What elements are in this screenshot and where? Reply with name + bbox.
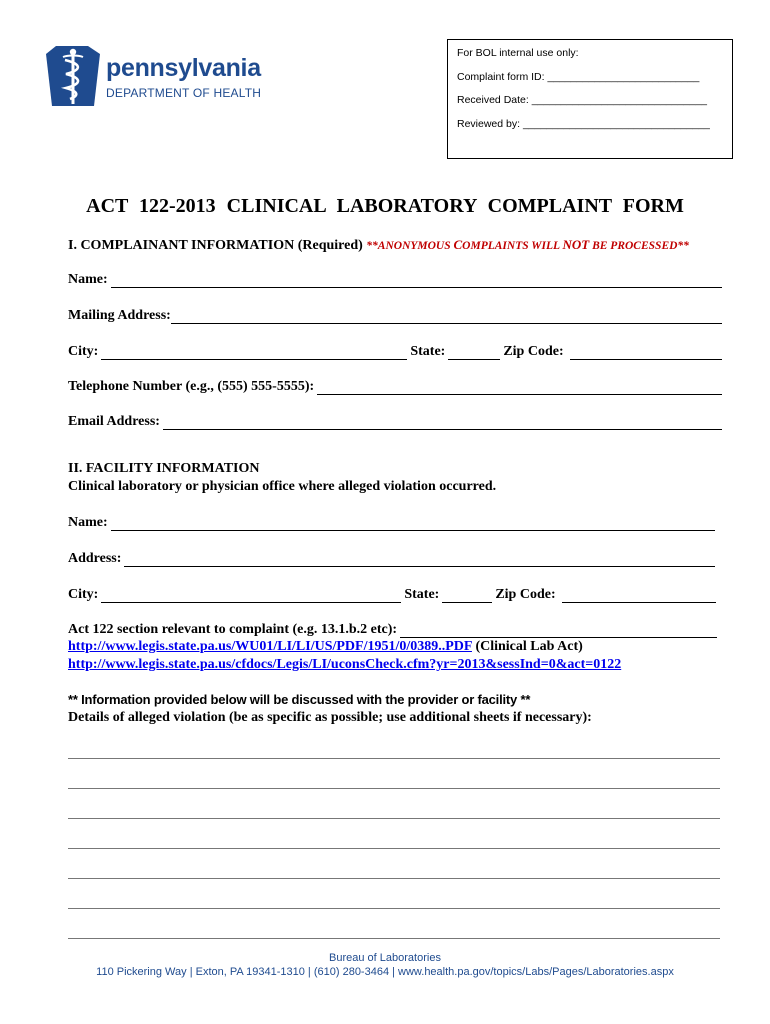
footer-address: 110 Pickering Way | Exton, PA 19341-1310 | (610) 280-3464 | www.health.pa.gov/topics/Labs/Pages/Laboratories.aspx <box>96 966 674 978</box>
details-line-2[interactable] <box>68 788 720 789</box>
received-date-row <box>457 93 732 117</box>
anonymous-warning <box>366 237 689 252</box>
keystone-caduceus-icon <box>44 44 102 108</box>
reviewed-by-field[interactable]: ________________________________ <box>522 117 710 130</box>
complaint-id-label: Complaint form ID: <box>457 70 545 83</box>
email-label: Email Address: <box>68 414 160 429</box>
telephone-field[interactable] <box>317 381 722 395</box>
act-section-field[interactable] <box>400 624 717 638</box>
logo-name: pennsylvania <box>106 54 261 82</box>
telephone-row <box>68 377 725 395</box>
footer-bureau: Bureau of Laboratories <box>329 952 441 964</box>
facility-city-row <box>68 585 719 603</box>
complaint-id-row <box>457 70 732 94</box>
facility-state-label: State: <box>404 587 440 602</box>
warning-part4: BE PROCESSED <box>589 240 678 252</box>
act-section-label: Act 122 section relevant to complaint (e.g. 13.1.b.2 etc): <box>68 622 398 637</box>
complainant-state-label: State: <box>410 344 446 359</box>
complainant-zip-field[interactable] <box>570 346 722 360</box>
details-label: Details of alleged violation (be as specific as possible; use additional sheets if necessary): <box>68 710 592 725</box>
email-row <box>68 412 725 430</box>
warning-post: ** <box>677 240 689 252</box>
warning-part2: C <box>453 237 463 252</box>
mailing-address-label: Mailing Address: <box>68 308 171 323</box>
reviewed-by-label: Reviewed by: <box>457 117 521 130</box>
mailing-address-row <box>68 306 725 324</box>
received-date-field[interactable]: ______________________________ <box>531 94 707 106</box>
complainant-city-label: City: <box>68 344 99 359</box>
section1-heading <box>68 237 689 254</box>
section2-heading: II. FACILITY INFORMATION <box>68 461 260 476</box>
form-title: ACT 122-2013 CLINICAL LABORATORY COMPLAINT FORM <box>86 195 684 217</box>
facility-address-label: Address: <box>68 551 122 566</box>
section1-heading-text: I. COMPLAINANT INFORMATION (Required) <box>68 238 363 253</box>
warning-part3: OMPLAINTS WILL <box>462 240 563 252</box>
facility-address-row <box>68 549 718 567</box>
facility-address-field[interactable] <box>124 553 715 567</box>
pa-health-logo <box>44 44 284 110</box>
complainant-state-field[interactable] <box>448 346 500 360</box>
reviewed-by-row <box>457 117 732 141</box>
info-note: ** Information provided below will be discussed with the provider or facility ** <box>68 692 531 707</box>
details-line-1[interactable] <box>68 758 720 759</box>
clinical-lab-act-link[interactable]: http://www.legis.state.pa.us/WU01/LI/LI/US/PDF/1951/0/0389..PDF <box>68 639 472 654</box>
act-2013-link[interactable]: http://www.legis.state.pa.us/cfdocs/Legis/LI/uconsCheck.cfm?yr=2013&sessInd=0&act=0122 <box>68 657 622 672</box>
facility-name-label: Name: <box>68 515 108 530</box>
warning-not: NOT <box>562 237 590 252</box>
warning-part1: NONYMOUS <box>385 240 454 252</box>
details-line-5[interactable] <box>68 878 720 879</box>
details-line-7[interactable] <box>68 938 720 939</box>
complaint-id-field[interactable]: __________________________ <box>547 70 700 83</box>
complainant-city-row <box>68 342 725 360</box>
complainant-name-field[interactable] <box>111 274 722 288</box>
facility-zip-field[interactable] <box>562 589 716 603</box>
bol-title: For BOL internal use only: <box>457 47 579 59</box>
facility-zip-label: Zip Code: <box>495 587 556 602</box>
facility-city-label: City: <box>68 587 99 602</box>
telephone-label: Telephone Number (e.g., (555) 555-5555): <box>68 379 315 394</box>
act-2013-line <box>68 657 621 673</box>
warning-pre: **A <box>366 240 386 252</box>
details-line-6[interactable] <box>68 908 720 909</box>
details-line-4[interactable] <box>68 848 720 849</box>
facility-name-field[interactable] <box>111 517 715 531</box>
complainant-city-field[interactable] <box>101 346 407 360</box>
facility-name-row <box>68 513 718 531</box>
complainant-name-row <box>68 270 725 288</box>
email-field[interactable] <box>163 416 722 430</box>
received-date-label: Received Date: <box>457 94 529 106</box>
mailing-address-field[interactable] <box>171 310 722 324</box>
complainant-zip-label: Zip Code: <box>503 344 564 359</box>
complainant-name-label: Name: <box>68 272 108 287</box>
facility-city-field[interactable] <box>101 589 401 603</box>
details-line-3[interactable] <box>68 818 720 819</box>
logo-department: DEPARTMENT OF HEALTH <box>106 86 262 100</box>
act-section-row <box>68 620 720 638</box>
facility-state-field[interactable] <box>442 589 492 603</box>
clinical-lab-act-suffix: (Clinical Lab Act) <box>471 639 583 654</box>
footer <box>0 951 770 979</box>
section2-subheading: Clinical laboratory or physician office where alleged violation occurred. <box>68 479 497 494</box>
clinical-lab-act-line <box>68 639 583 655</box>
bol-internal-box <box>447 39 733 159</box>
